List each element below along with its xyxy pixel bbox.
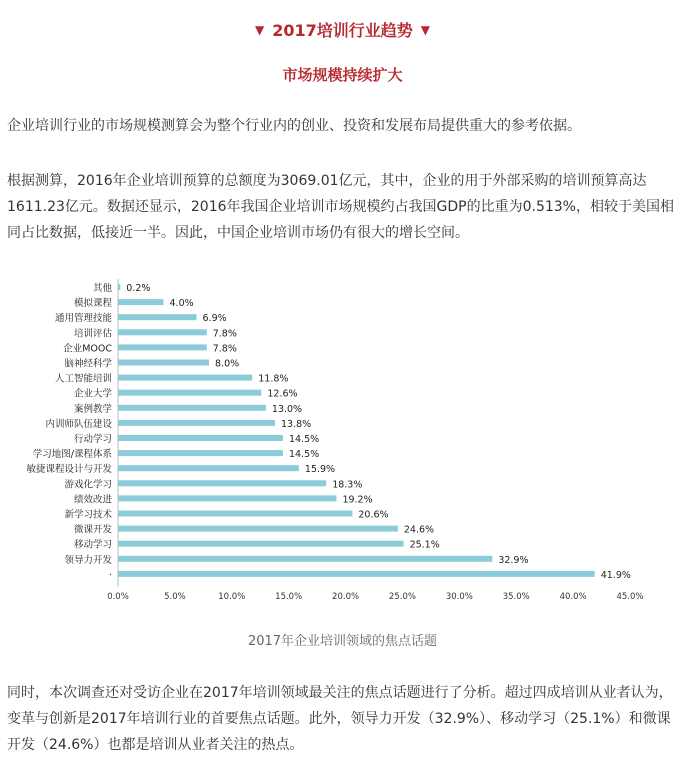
bar bbox=[118, 344, 207, 350]
category-label: 微课开发 bbox=[73, 524, 112, 536]
bar bbox=[118, 314, 197, 320]
chart-caption: 2017年企业培训领域的焦点话题 bbox=[247, 634, 438, 649]
value-label: 14.5% bbox=[288, 449, 320, 461]
bar bbox=[118, 390, 261, 396]
bar bbox=[118, 284, 120, 290]
category-label: 培训评估 bbox=[73, 328, 112, 340]
value-label: 6.9% bbox=[202, 313, 227, 325]
category-label: 企业大学 bbox=[73, 388, 112, 400]
value-label: 13.0% bbox=[271, 403, 303, 415]
bar bbox=[118, 360, 209, 366]
category-label: 内训师队伍建设 bbox=[45, 418, 112, 430]
bar bbox=[118, 511, 352, 517]
article-header bbox=[0, 18, 685, 41]
bar bbox=[118, 541, 404, 547]
category-label: 模拟课程 bbox=[73, 298, 112, 310]
category-label: 领导力开发 bbox=[64, 554, 112, 566]
chart-container bbox=[0, 265, 685, 610]
bar bbox=[118, 375, 252, 381]
value-label: 13.8% bbox=[281, 418, 312, 430]
bar bbox=[118, 556, 492, 562]
category-label: 企业MOOC bbox=[63, 343, 112, 355]
value-label: 19.2% bbox=[342, 494, 373, 506]
x-tick-label: 30.0% bbox=[445, 592, 473, 602]
category-label: 绩效改进 bbox=[73, 494, 112, 506]
x-tick-label: 5.0% bbox=[164, 592, 186, 602]
category-label: 通用管理技能 bbox=[54, 313, 112, 325]
bar bbox=[118, 450, 283, 456]
bar bbox=[118, 420, 275, 426]
category-label: 人工智能培训 bbox=[54, 373, 112, 385]
x-tick-label: 0.0% bbox=[107, 592, 129, 602]
value-label: 7.8% bbox=[212, 343, 237, 355]
value-label: 4.0% bbox=[169, 298, 194, 310]
category-label: 敏捷课程设计与开发 bbox=[26, 464, 112, 476]
value-label: 12.6% bbox=[267, 388, 298, 400]
value-label: 15.9% bbox=[304, 464, 336, 476]
category-label: 学习地图/课程体系 bbox=[32, 449, 112, 461]
category-label: 移动学习 bbox=[73, 539, 112, 551]
x-tick-label: 35.0% bbox=[502, 592, 530, 602]
x-tick-label: 40.0% bbox=[559, 592, 587, 602]
section-subtitle: 市场规模持续扩大 bbox=[282, 66, 403, 84]
category-label: 行动学习 bbox=[73, 434, 112, 445]
x-tick-label: 15.0% bbox=[275, 592, 303, 602]
bar bbox=[118, 571, 595, 577]
value-label: 25.1% bbox=[409, 539, 440, 551]
triangle-down-icon: ▼ bbox=[254, 22, 265, 37]
category-label: · bbox=[108, 569, 112, 581]
value-label: 11.8% bbox=[258, 373, 289, 385]
focus-topics-bar-chart bbox=[0, 265, 685, 610]
value-label: 18.3% bbox=[332, 479, 363, 491]
x-tick-label: 45.0% bbox=[616, 592, 644, 602]
bar bbox=[118, 299, 164, 305]
paragraph-intro: 企业培训行业的市场规模测算会为整个行业内的创业、投资和发展布局提供重大的参考依据。 bbox=[7, 118, 581, 134]
x-tick-label: 25.0% bbox=[388, 592, 416, 602]
value-label: 14.5% bbox=[288, 434, 320, 445]
section-title-text: 2017培训行业趋势 bbox=[272, 21, 413, 40]
bar bbox=[118, 465, 299, 471]
category-label: 新学习技术 bbox=[64, 509, 112, 521]
value-label: 41.9% bbox=[600, 569, 631, 581]
category-label: 其他 bbox=[92, 283, 112, 294]
section-title bbox=[255, 18, 430, 41]
bar bbox=[118, 495, 336, 501]
x-tick-label: 10.0% bbox=[218, 592, 246, 602]
value-label: 0.2% bbox=[126, 283, 151, 294]
bar bbox=[118, 405, 266, 411]
value-label: 8.0% bbox=[215, 358, 240, 370]
x-tick-label: 20.0% bbox=[332, 592, 360, 602]
bar bbox=[118, 526, 398, 532]
bar bbox=[118, 435, 283, 441]
value-label: 7.8% bbox=[212, 328, 237, 340]
category-label: 案例教学 bbox=[73, 403, 112, 415]
value-label: 32.9% bbox=[498, 554, 529, 566]
category-label: 脑神经科学 bbox=[64, 358, 112, 370]
bar bbox=[118, 480, 326, 486]
value-label: 24.6% bbox=[403, 524, 435, 536]
triangle-down-icon: ▼ bbox=[420, 22, 430, 37]
value-label: 20.6% bbox=[358, 509, 389, 521]
paragraph-market-estimate: 根据测算，2016年企业培训预算的总额度为3069.01亿元，其中，企业的用于外部采购的培训预算高达1611.23亿元。数据还显示，2016年我国企业培训市场规模约占我国GDP的比重为0.513%，相较于美国相同占比数据，低接近一半。因此，中国企业培训市场仍有很大的增长空间。 bbox=[7, 173, 674, 241]
category-label: 游戏化学习 bbox=[64, 479, 112, 491]
bar bbox=[118, 329, 207, 335]
paragraph-analysis: 同时，本次调查还对受访企业在2017年培训领域最关注的焦点话题进行了分析。超过四成培训从业者认为，变革与创新是2017年培训行业的首要焦点话题。此外，领导力开发（32.9%）、移动学习（25.1%）和微课开发（24.6%）也都是培训从业者关注的热点。 bbox=[7, 685, 673, 753]
